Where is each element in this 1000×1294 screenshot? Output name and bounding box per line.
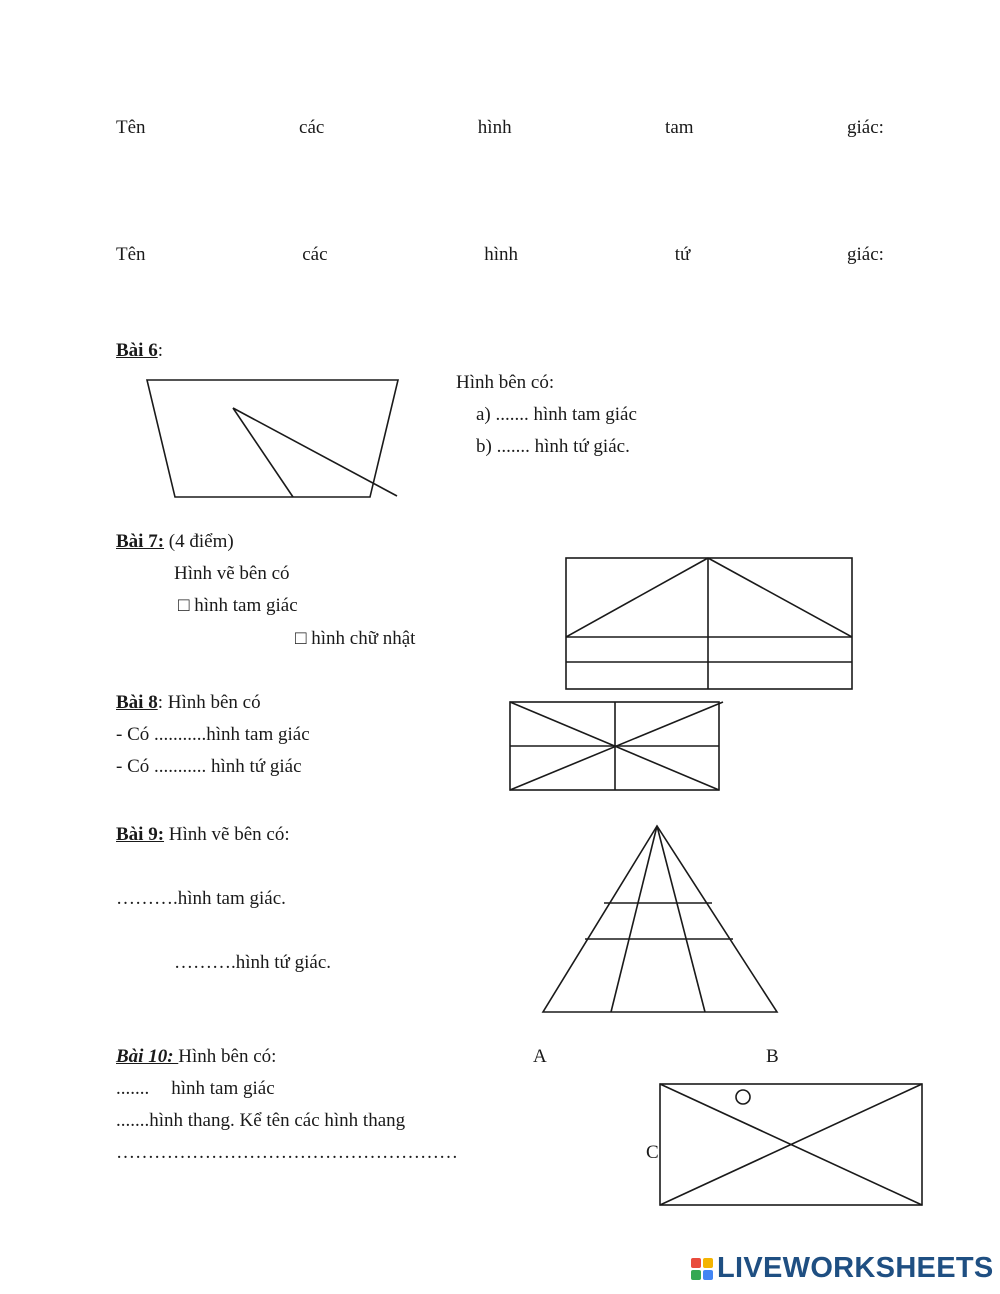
bai6-intro: Hình bên có: (456, 372, 555, 393)
label-c: C (646, 1142, 659, 1163)
bai9-title: Bài 9: (116, 824, 165, 845)
bai8-line-triangles[interactable]: - Có ...........hình tam giác (116, 724, 310, 745)
bai9-line-triangles[interactable]: ……….hình tam giác. (116, 888, 286, 909)
bai8-title: Bài 8 (116, 692, 158, 713)
bai6-title: Bài 6 (116, 340, 158, 361)
bai6-answer-a[interactable]: a) ....... hình tam giác (476, 404, 637, 425)
bai10-rest: Hình bên có: (178, 1046, 277, 1067)
bai6-segment (233, 408, 293, 497)
label-b: B (766, 1046, 779, 1067)
bai9-ray (611, 826, 657, 1012)
logo-square (691, 1258, 701, 1268)
bai7-option-triangles[interactable]: □ hình tam giác (178, 595, 298, 616)
word: các (299, 117, 325, 138)
logo-square (691, 1270, 701, 1280)
bai6-colon: : (157, 340, 163, 361)
word: hình (477, 117, 512, 138)
word: hình (484, 244, 519, 265)
bai8-figure (510, 702, 723, 790)
logo-square (703, 1270, 713, 1280)
label-a: A (533, 1046, 547, 1067)
bai7-diagonal (566, 558, 708, 637)
bai7-diagonal (708, 558, 852, 637)
bai6-segment (233, 408, 397, 496)
bai8-line-quads[interactable]: - Có ........... hình tứ giác (116, 756, 302, 777)
bai9-rest: Hình vẽ bên có: (164, 824, 290, 845)
logo-mark-icon (691, 1258, 713, 1280)
bai7-intro: Hình vẽ bên có (174, 563, 290, 584)
bai9-triangle (543, 826, 777, 1012)
logo-text: LIVEWORKSHEETS (717, 1252, 994, 1284)
liveworksheets-logo (691, 1252, 994, 1285)
bai7-title: Bài 7: (116, 531, 165, 552)
logo-square (703, 1258, 713, 1268)
bai7-points: (4 điểm) (164, 531, 234, 552)
bai10-dots: ....... (116, 1078, 150, 1099)
bai7-option-rectangles[interactable]: □ hình chữ nhật (295, 628, 416, 649)
bai7-outer-rect (566, 558, 852, 689)
bai10-triangles-label: hình tam giác (171, 1078, 275, 1099)
word: tam (665, 117, 694, 138)
bai10-small-circle (736, 1090, 750, 1104)
bai9-line-quads[interactable]: ……….hình tứ giác. (174, 952, 332, 973)
word: Tên (116, 244, 146, 265)
bai10-answer-dots[interactable]: ……………………………………………… (116, 1142, 458, 1163)
bai9-ray (657, 826, 705, 1012)
word: tứ (674, 244, 691, 265)
word: Tên (116, 117, 146, 138)
word: giác: (847, 117, 884, 138)
bai6-answer-b[interactable]: b) ....... hình tứ giác. (476, 436, 630, 457)
bai6-figure (147, 380, 398, 497)
bai7-figure (566, 558, 852, 689)
word: giác: (847, 244, 884, 265)
bai6-trapezoid (147, 380, 398, 497)
bai10-line-trapezoids[interactable]: .......hình thang. Kể tên các hình thang (116, 1110, 406, 1131)
bai8-rest: : Hình bên có (157, 692, 261, 713)
bai9-figure (543, 826, 777, 1012)
word: các (302, 244, 328, 265)
bai10-title: Bài 10: (116, 1046, 179, 1067)
bai10-figure (660, 1084, 922, 1205)
